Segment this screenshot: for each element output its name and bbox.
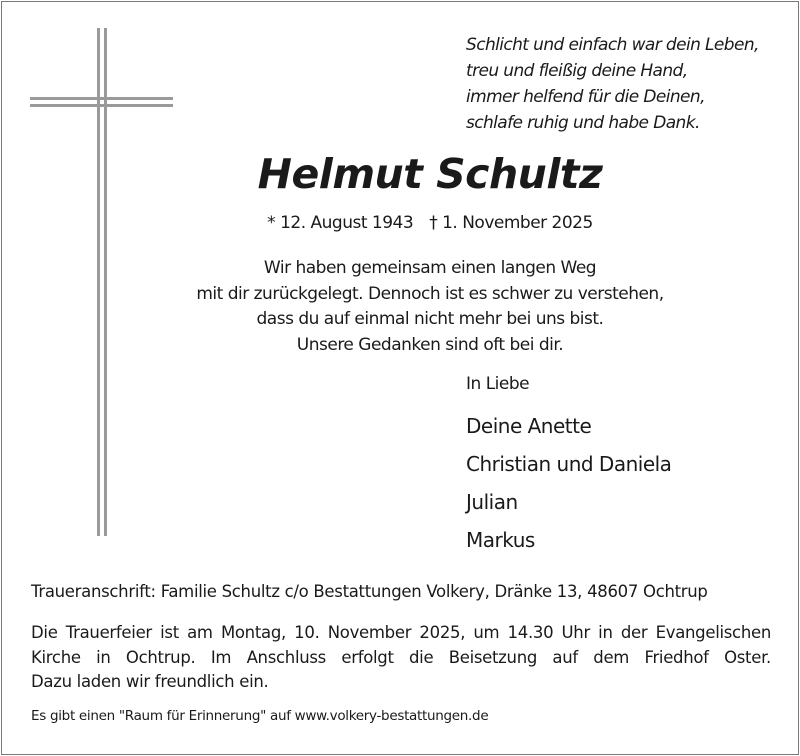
funeral-ceremony-info <box>31 621 771 695</box>
mourner-name: Julian <box>466 490 518 514</box>
ceremony-line: Dazu laden wir freundlich ein. <box>31 672 269 691</box>
poem-line: treu und fleißig deine Hand, <box>466 61 688 81</box>
farewell-line: Wir haben gemeinsam einen langen Weg <box>263 258 597 278</box>
mourners-intro: In Liebe <box>466 374 530 394</box>
ceremony-line: Die Trauerfeier ist am Montag, 10. November 2025, um 14.30 Uhr in der Evangelischen <box>31 623 771 642</box>
mourning-address: Traueranschrift: Familie Schultz c/o Bestattungen Volkery, Dränke 13, 48607 Ochtrup <box>31 582 708 601</box>
death-date: † 1. November 2025 <box>429 213 593 233</box>
mourner-name: Deine Anette <box>466 414 592 438</box>
poem-line: Schlicht und einfach war dein Leben, <box>466 35 759 55</box>
mourner-name: Christian und Daniela <box>466 452 672 476</box>
memorial-website-note: Es gibt einen "Raum für Erinnerung" auf www.volkery-bestattungen.de <box>31 708 489 724</box>
deceased-name: Helmut Schultz <box>257 150 603 198</box>
farewell-line: mit dir zurückgelegt. Dennoch ist es schwer zu verstehen, <box>196 283 664 304</box>
poem-line: immer helfend für die Deinen, <box>466 87 705 107</box>
memorial-poem <box>466 32 759 136</box>
ceremony-line: Kirche in Ochtrup. Im Anschluss erfolgt die Beisetzung auf dem Friedhof Oster. <box>31 647 771 667</box>
mourner-name: Markus <box>466 528 535 552</box>
life-dates <box>0 213 800 233</box>
farewell-line: Unsere Gedanken sind oft bei dir. <box>296 334 564 355</box>
birth-date: * 12. August 1943 <box>267 213 414 233</box>
mourners-list <box>466 407 671 559</box>
farewell-line: dass du auf einmal nicht mehr bei uns bist. <box>256 309 604 329</box>
farewell-text <box>0 256 800 358</box>
poem-line: schlafe ruhig und habe Dank. <box>466 113 700 133</box>
